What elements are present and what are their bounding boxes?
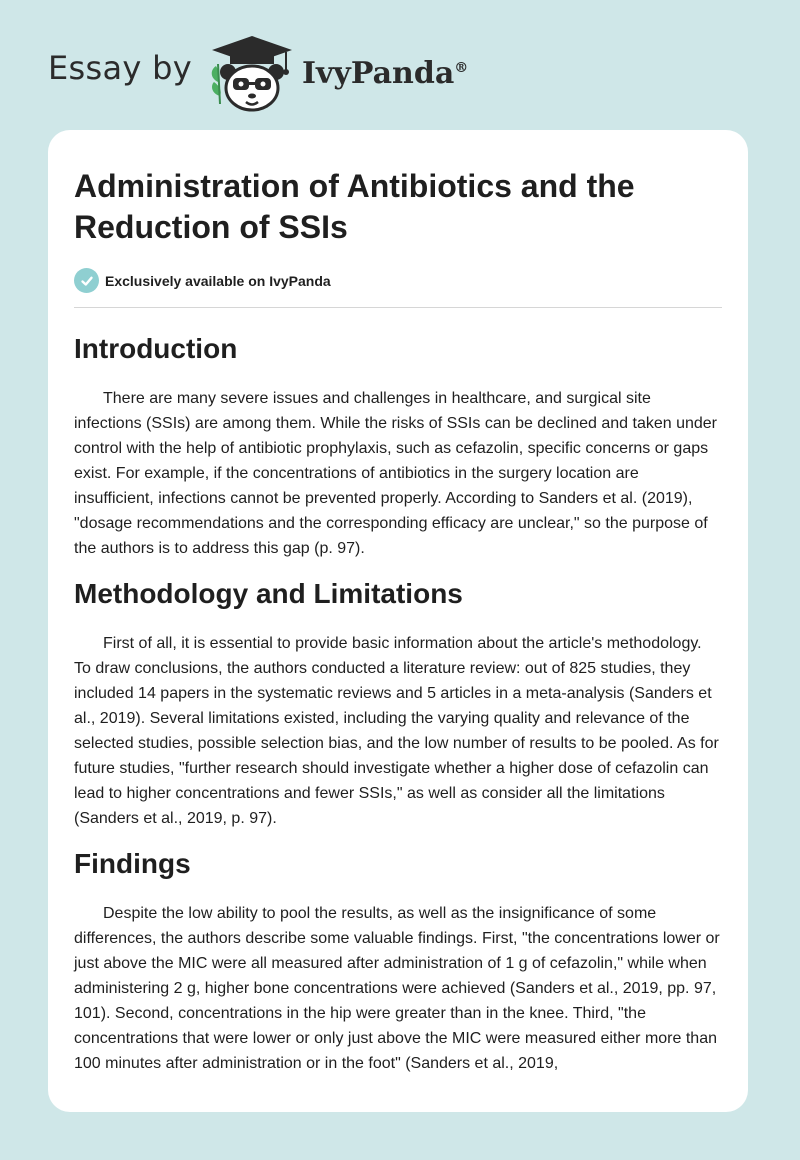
exclusive-badge (74, 268, 722, 293)
section-introduction (74, 332, 722, 561)
title-divider (74, 307, 722, 308)
section-heading: Findings (74, 848, 191, 879)
check-circle-icon (74, 268, 99, 293)
section-heading: Methodology and Limitations (74, 578, 463, 609)
section-paragraph: There are many severe issues and challenges in healthcare, and surgical site infections (SSIs) are among them. While the risks of SSIs can be declined and taken under control with the help of antibiotic prophylaxis, such as cefazolin, specific concerns or gaps exist. For example, if the concentrations of antibiotics in the surgery location are insufficient, infections cannot be prevented properly. According to Sanders et al. (2019), "dosage recommendations and the corresponding efficacy are unclear," so the purpose of the authors is to address this gap (p. 97). (74, 390, 717, 557)
section-paragraph: Despite the low ability to pool the results, as well as the insignificance of some differences, the authors describe some valuable findings. First, "the concentrations lower or just above the MIC were all measured after administration of 1 g of cefazolin," while when administering 2 g, higher bone concentrations were achieved (Sanders et al., 2019, pp. 97, 101). Second, concentrations in the hip were greater than in the knee. Third, "the concentrations that were lower or only just above the MIC were measured either more than 100 minutes after administration or in the foot" (Sanders et al., 2019, (74, 905, 720, 1072)
panda-graduate-icon[interactable] (206, 34, 298, 114)
article-card (48, 130, 748, 1112)
exclusive-badge-text: Exclusively available on IvyPanda (105, 272, 331, 289)
section-findings (74, 847, 722, 1076)
registered-mark: ® (454, 59, 469, 76)
article-title: Administration of Antibiotics and the Reduction of SSIs (74, 168, 635, 245)
brand-prefix: Essay by (48, 49, 192, 87)
brand-name[interactable]: IvyPanda® (301, 55, 469, 91)
site-header (48, 34, 468, 114)
section-heading: Introduction (74, 333, 238, 364)
section-paragraph: First of all, it is essential to provide basic information about the article's methodology. To draw conclusions, the authors conducted a literature review: out of 825 studies, they included 14 papers in the systematic reviews and 5 articles in a meta-analysis (Sanders et al., 2019). Several limitations existed, including the varying quality and relevance of the selected studies, possible selection bias, and the low number of results to be pooled. As for future studies, "further research should investigate whether a higher dose of cefazolin can lead to higher concentrations and fewer SSIs," as well as consider all the limitations (Sanders et al., 2019, p. 97). (74, 635, 719, 827)
section-methodology (74, 577, 722, 831)
